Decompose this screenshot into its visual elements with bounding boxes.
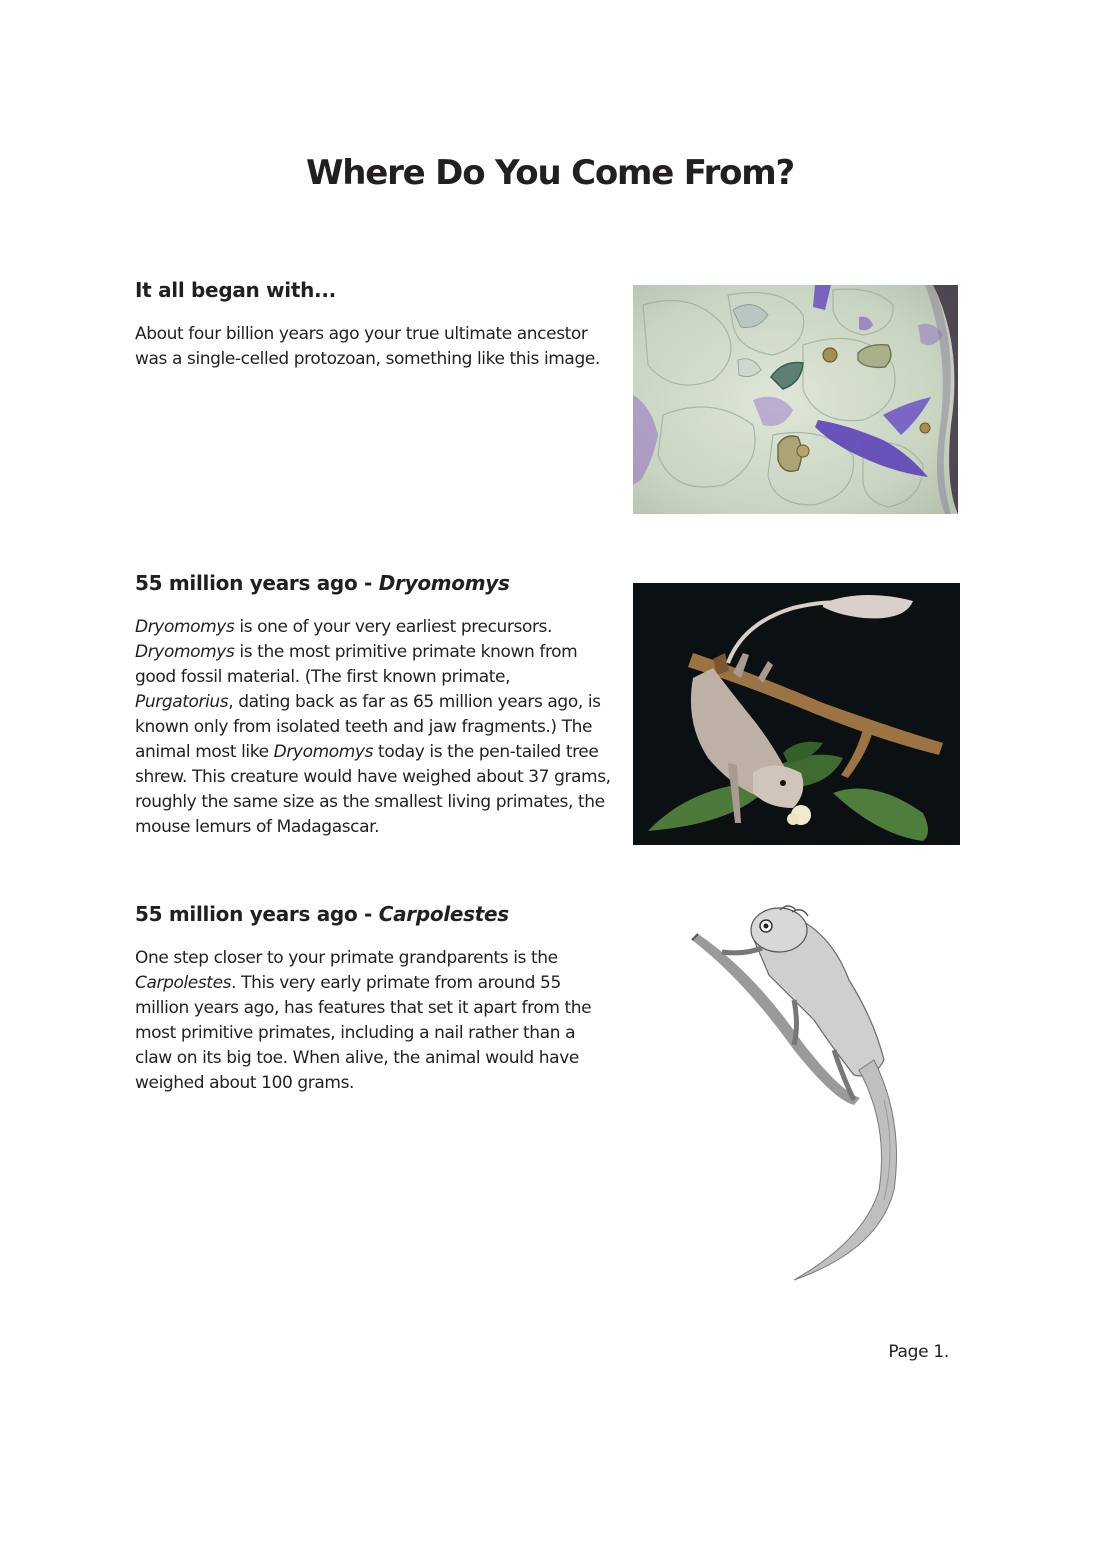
section-heading: [135, 900, 613, 928]
body-text: is the most primitive primate known from good fossil material. (The first known primate,: [135, 642, 578, 687]
heading-text: 55 million years ago -: [135, 902, 379, 926]
heading-text: It all began with...: [135, 278, 336, 302]
species-name: Purgatorius: [135, 692, 229, 712]
body-text: is one of your very earliest precursors.: [234, 617, 552, 637]
dryomomys-illustration-image: [633, 583, 960, 845]
heading-species-name: Carpolestes: [378, 902, 509, 926]
page-number: Page 1.: [888, 1342, 949, 1362]
body-text: . This very early primate from around 55 million years ago, has features that set it apart from the most primitive primates, including a nail rather than a claw on its big toe. When alive, the animal would have weighed about 100 grams.: [135, 973, 592, 1093]
heading-species-name: Dryomomys: [378, 571, 510, 595]
species-name: Dryomomys: [135, 642, 235, 662]
body-text: One step closer to your primate grandparents is the: [135, 948, 558, 968]
species-name: Dryomomys: [273, 742, 374, 762]
section-heading: [135, 276, 613, 304]
page-title: Where Do You Come From?: [305, 153, 795, 193]
species-name: Dryomomys: [135, 617, 235, 637]
section-dryomomys: [135, 569, 613, 840]
section-body: [135, 946, 613, 1096]
section-body: [135, 615, 613, 840]
protozoan-micrograph-image: [633, 285, 958, 514]
body-text: today is the pen-tailed tree shrew. This creature would have weighed about 37 grams, roughly the same size as the smallest living primates, the mouse lemurs of Madagascar.: [135, 742, 611, 837]
carpolestes-sketch-image: [684, 900, 914, 1282]
section-heading: [135, 569, 613, 597]
section-body: About four billion years ago your true ultimate ancestor was a single-celled protozoan, something like this image.: [135, 324, 600, 369]
heading-text: 55 million years ago -: [135, 571, 379, 595]
section-carpolestes: [135, 900, 613, 1096]
body-text: , dating back as far as 65 million years ago, is known only from isolated teeth and jaw fragments.) The animal most like: [135, 692, 601, 762]
species-name: Carpolestes: [135, 973, 232, 993]
section-protozoan: [135, 276, 613, 372]
